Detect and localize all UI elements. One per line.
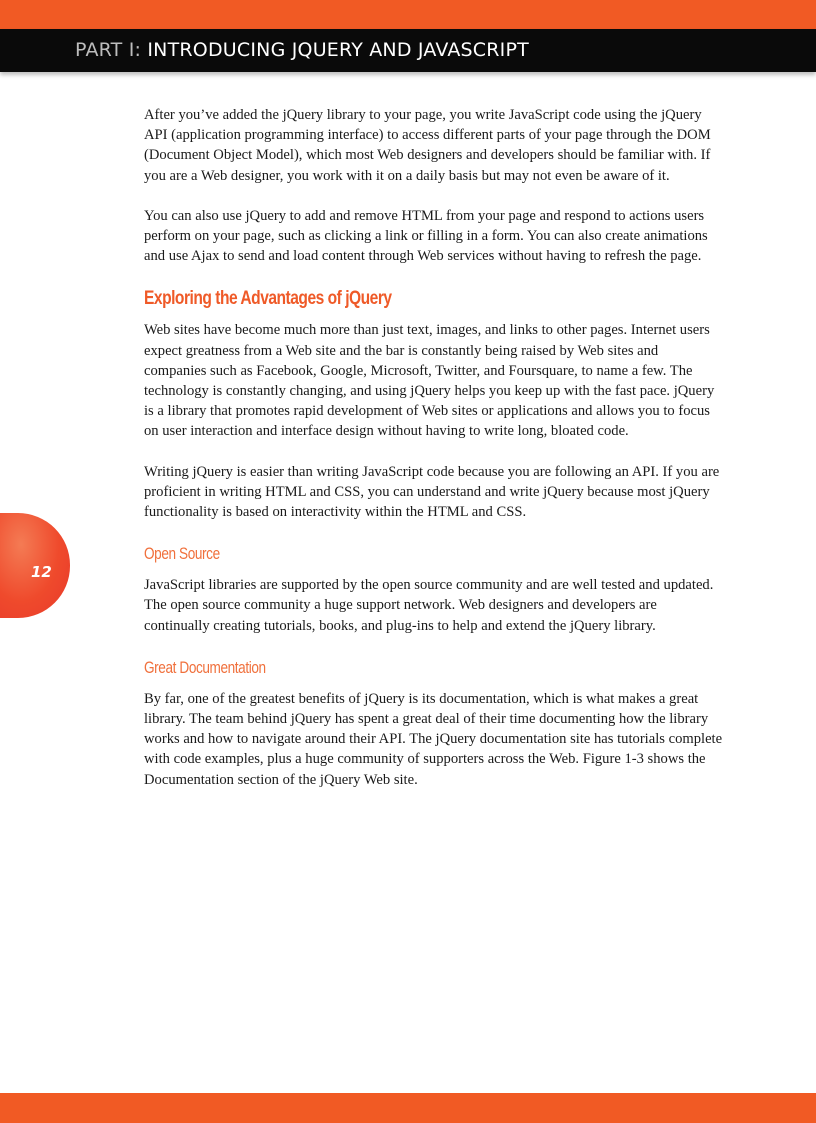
paragraph: Web sites have become much more than just text, images, and links to other pages. Internet users expect greatness from a Web site and the bar is constantly being raised by Web sites and companies such as Facebook, Google, Microsoft, Twitter, and Foursquare, to name a few. The technology is constantly changing, and using jQuery helps you keep up with the fast pace. jQuery is a library that promotes rapid development of Web sites or applications and allows you to focus on user interaction and interface design without having to write long, bloated code.	[144, 322, 715, 440]
part-title: INTRODUCING JQUERY AND JAVASCRIPT	[147, 39, 529, 61]
paragraph: After you’ve added the jQuery library to your page, you write JavaScript code using the jQuery API (application programming interface) to access different parts of your page through the DOM (Document Object Model), which most Web designers and developers should be familiar with. If you are a Web designer, you work with it on a daily basis but may not even be aware of it.	[144, 107, 711, 184]
paragraph: You can also use jQuery to add and remove HTML from your page and respond to actions users perform on your page, such as clicking a link or filling in a form. You can also create animations and use Ajax to send and load content through Web services without having to refresh the page.	[144, 207, 708, 265]
top-orange-band	[0, 0, 816, 29]
paragraph: By far, one of the greatest benefits of jQuery is its documentation, which is what makes a great library. The team behind jQuery has spent a great deal of their time documenting how the library works and how to navigate around their API. The jQuery documentation site has tutorials complete with code examples, plus a huge community of supporters across the Web. Figure 1-3 shows the Documentation section of the jQuery Web site.	[144, 690, 723, 788]
subheading-open-source: Open Source	[144, 544, 220, 564]
body-content	[144, 105, 724, 810]
subheading-great-documentation: Great Documentation	[144, 657, 266, 677]
paragraph: Writing jQuery is easier than writing JavaScript code because you are following an API. If you are proficient in writing HTML and CSS, you can understand and write jQuery because most jQuery functionality is based on interactivity within the HTML and CSS.	[144, 463, 720, 521]
page-number: 12	[31, 563, 52, 581]
bottom-orange-band	[0, 1093, 816, 1123]
part-label: PART I:	[75, 39, 142, 61]
running-header	[75, 39, 529, 61]
section-heading: Exploring the Advantages of jQuery	[144, 288, 392, 310]
paragraph: JavaScript libraries are supported by the open source community and are well tested and updated. The open source community a huge support network. Web designers and developers are continually creating tutorials, books, and plug-ins to help and extend the jQuery library.	[144, 577, 714, 634]
